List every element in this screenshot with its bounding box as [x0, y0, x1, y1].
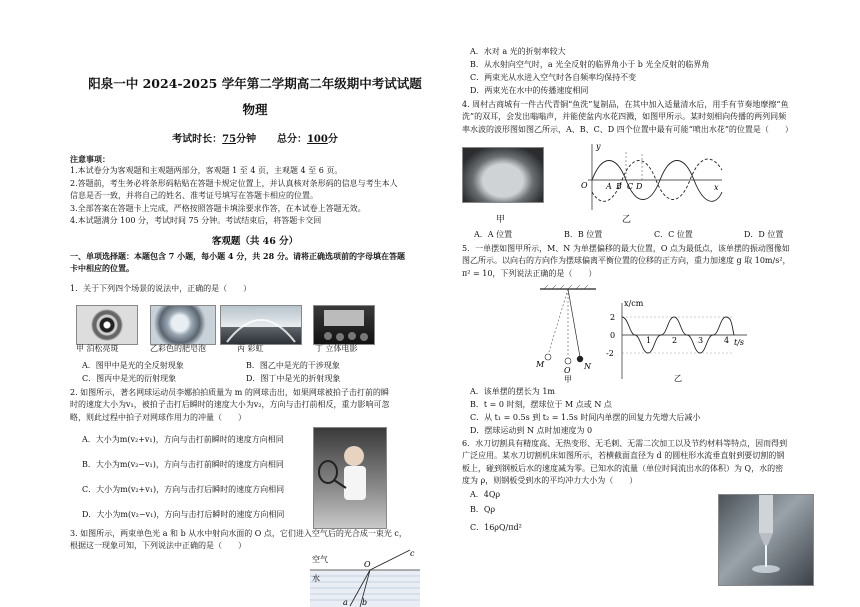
q2-option-d: D．大小为m(v₂−v₁)，方向与击打后瞬时的速度方向相同 — [82, 510, 285, 519]
note-line: 信息是否一致，并将自己的姓名、准考证号填写在答题卡相应的位置。 — [70, 191, 318, 201]
section-title: 客观题（共 46 分） — [211, 236, 299, 247]
tennis-player-photo — [313, 427, 387, 529]
section-instructions — [70, 250, 440, 275]
exam-title: 阳泉一中 2024-2025 学年第二学期高二年级期中考试试题 — [88, 76, 422, 91]
q4-option-c: C．C 位置 — [654, 230, 693, 239]
q4-option-a: A．A 位置 — [474, 230, 513, 239]
q5-label-ts: t/s — [734, 338, 745, 347]
waterjet-figure — [719, 495, 813, 585]
q5-tick-4: 4 — [724, 336, 730, 345]
q1-option-c: C．图丙中是光的衍射现象 — [82, 374, 177, 383]
q2-option-b: B．大小为m(v₂−v₁)，方向与击打前瞬时的速度方向相同 — [82, 460, 284, 469]
q5-line: 图乙所示。以向右的方向作为摆球偏离平衡位置的位移的正方向，重力加速度 g 取 10m/s²， — [462, 256, 791, 266]
q6-option-a: A．4Qρ — [470, 490, 501, 499]
q4-label-c: C — [627, 182, 634, 191]
fish-basin-photo — [462, 147, 544, 203]
q6-line: 广泛应用。某水刀切割机床如图所示，若横截面直径为 d 的圆柱形水流垂直射到要切割的钢 — [462, 451, 785, 461]
q3-option-c: C．两束光从水进入空气时各自频率均保持不变 — [470, 73, 637, 82]
q4-label-o: O — [581, 181, 588, 190]
exam-time-bar — [70, 132, 440, 148]
tennis-player-figure — [314, 428, 386, 528]
q5-label-yi: 乙 — [674, 374, 682, 383]
ceiling-hatch — [544, 285, 588, 289]
note-line: 4.本试题满分 100 分，考试时间 75 分钟。考试结束后，将答题卡交回 — [70, 215, 322, 225]
q1-caption: 甲 泊松亮斑 — [76, 344, 119, 353]
q5-option-c: C．从 t₁ = 0.5s 到 t₂ = 1.5s 时间内单摆的回复力先增大后减小 — [470, 413, 701, 422]
q4-label-x: x — [714, 183, 719, 192]
q2-stem — [70, 387, 440, 424]
q5-stem — [462, 243, 834, 280]
q3-line: 3. 如图所示，两束单色光 a 和 b 从水中射向水面的 O 点，它们进入空气后的光合成一束光 c， — [70, 529, 407, 538]
q1-stem: 1．关于下列四个场景的说法中，正确的是（ ） — [70, 284, 252, 293]
q3-line: 根据这一现象可知，下列说法中正确的是（ ） — [70, 541, 246, 551]
q5-option-b: B．t = 0 时刻，摆球位于 M 点或 N 点 — [470, 400, 612, 409]
q5-tick-3: 3 — [698, 336, 704, 345]
q5-label-jia: 甲 — [564, 375, 572, 383]
q4-line: 4. 周村古商城有一件古代青铜“鱼洗”复制品，在其中加入适量清水后，用手有节奏地摩擦“鱼 — [462, 100, 789, 109]
notes-block — [70, 153, 440, 227]
q4-option-d: D．D 位置 — [744, 230, 784, 239]
q4-label-yi: 乙 — [622, 215, 632, 225]
q2-line: 2. 如图所示，著名网球运动员李娜拍拍质量为 m 的网球击出，如果网球被拍子击打前的瞬 — [70, 388, 389, 397]
q4-label-a: A — [606, 182, 612, 191]
q5-line: π² = 10，下列说法正确的是（ ） — [462, 268, 597, 278]
rainbow-arc — [221, 306, 301, 344]
q5-label-o: O — [564, 366, 571, 375]
q5-option-d: D．摆球运动到 N 点时加速度为 0 — [470, 426, 593, 435]
q4-stem — [462, 99, 834, 136]
q4-label-y: y — [596, 142, 601, 151]
q1-caption: 乙彩色的肥皂泡 — [150, 344, 206, 353]
q5-tick-neg2: -2 — [606, 349, 614, 358]
q5-tick-1: 1 — [646, 336, 652, 345]
poisson-spot-photo — [76, 305, 138, 345]
q3-label-air: 空气 — [312, 555, 328, 564]
q5-option-a: A．该单摆的摆长为 1m — [470, 387, 555, 396]
q4-wave-1 — [592, 161, 722, 202]
waterjet-photo — [718, 494, 814, 586]
section-instr-line: 一、单项选择题：本题包含 7 小题，每小题 4 分，共 28 分。请将正确选项前的字母填在答题 — [70, 251, 405, 261]
q5-vibration-chart — [602, 297, 752, 385]
q5-pendulum-figure — [534, 285, 602, 383]
q2-line: 略，则此过程中拍子对网球作用力的冲量（ ） — [70, 412, 246, 422]
q3-label-o: O — [364, 560, 371, 569]
score-value: 100 — [306, 134, 328, 145]
note-line: 1.本试卷分为客观题和主观题两部分，客观题 1 至 4 页，主观题 4 至 6 页。 — [70, 166, 343, 176]
section-instr-line: 卡中相应的位置。 — [70, 263, 134, 274]
q3-label-a: a — [343, 598, 348, 607]
q1-option-d: D．图丁中是光的折射现象 — [246, 374, 341, 383]
q6-stem — [462, 438, 834, 488]
q2-line: 时的速度大小为v₁，被拍子击打后瞬时的速度大小为v₂，方向与击打前相反，重力影响可忽 — [70, 400, 390, 410]
q5-tick-2s: 2 — [672, 336, 678, 345]
q5-tick-0: 0 — [610, 331, 616, 340]
q2-option-a: A．大小为m(v₂+v₁)，方向与击打前瞬时的速度方向相同 — [82, 435, 284, 444]
q6-option-c: C．16ρQ/πd² — [470, 523, 522, 532]
q6-line: 度为 ρ，则钢板受到水的平均冲力大小为（ ） — [462, 476, 638, 486]
score-label: 总分： — [276, 134, 307, 145]
pendulum-string — [568, 289, 580, 357]
q3-option-b: B．从水射向空气时，a 光全反射的临界角小于 b 光全反射的临界角 — [470, 60, 710, 69]
time-unit: 分钟 — [236, 134, 257, 145]
note-line: 3.全部答案在答题卡上完成，严格按照答题卡填涂要求作答，在本试卷上答题无效。 — [70, 203, 366, 213]
q3-option-a: A．水对 a 光的折射率较大 — [470, 47, 566, 56]
q3-label-c: c — [410, 549, 415, 558]
q2-option-c: C．大小为m(v₂+v₁)，方向与击打后瞬时的速度方向相同 — [82, 485, 285, 494]
q3-label-b: b — [362, 598, 368, 607]
pendulum-left — [548, 289, 568, 355]
q1-caption: 丁 立体电影 — [315, 344, 358, 353]
q6-line: 6．水刀切割具有精度高、无热变形、无毛刺、无需二次加工以及节约材料等特点，因而得到 — [462, 439, 788, 448]
q4-label-jia: 甲 — [496, 215, 506, 225]
q4-line: 率水波的波形图如图乙所示，A、B、C、D 四个位置中最有可能“喷出水花”的位置是（ ） — [462, 124, 793, 134]
bob-o — [565, 358, 571, 364]
time-value: 75 — [222, 134, 237, 145]
q4-wave-figure — [576, 140, 726, 212]
q3-refraction-figure — [310, 548, 420, 607]
q1-caption: 丙 彩虹 — [237, 344, 264, 353]
exam-subject: 物理 — [242, 102, 268, 117]
q4-line: 洗”的双耳，会发出嗡嗡声，并能使盆内水花四溅，如图甲所示。某时刻相向传播的两列同频 — [462, 112, 787, 122]
rainbow-photo — [220, 305, 302, 345]
q6-option-b: B．Qρ — [470, 505, 496, 514]
time-label: 考试时长： — [172, 134, 223, 145]
q1-option-a: A．图甲中是光的全反射现象 — [82, 361, 184, 370]
q3-option-d: D．两束光在水中的传播速度相同 — [470, 86, 589, 95]
q4-label-d: D — [636, 182, 643, 191]
q5-label-n: N — [584, 362, 591, 371]
theater-screen — [314, 306, 374, 344]
ray-c — [370, 550, 410, 570]
q1-option-b: B．图乙中是光的干涉现象 — [246, 361, 340, 370]
q5-label-m: M — [536, 360, 545, 369]
q5-line: 5．一单摆如图甲所示，M、N 为单摆偏移的最大位置，O 点为最低点，该单摆的振动图像如 — [462, 244, 790, 253]
q3-label-water: 水 — [312, 574, 320, 583]
q5-label-xcm: x/cm — [624, 299, 644, 308]
soap-bubble-photo — [150, 305, 216, 345]
score-unit: 分 — [327, 134, 338, 145]
q4-label-b: B — [616, 182, 622, 191]
bob-n — [577, 356, 583, 362]
note-line: 2.答题前，考生务必将条形码粘贴在答题卡规定位置上，并认真核对条形码的信息与考生本人 — [70, 178, 398, 188]
q4-option-b: B．B 位置 — [564, 230, 603, 239]
q5-tick-2: 2 — [610, 313, 616, 322]
3d-movie-photo — [313, 305, 375, 345]
q6-line: 板上，碰到钢板后水的速度减为零。已知水的流量（单位时间流出水的体积）为 Q，水的密 — [462, 463, 784, 473]
notes-heading: 注意事项： — [70, 154, 110, 164]
bob-m — [545, 354, 551, 360]
